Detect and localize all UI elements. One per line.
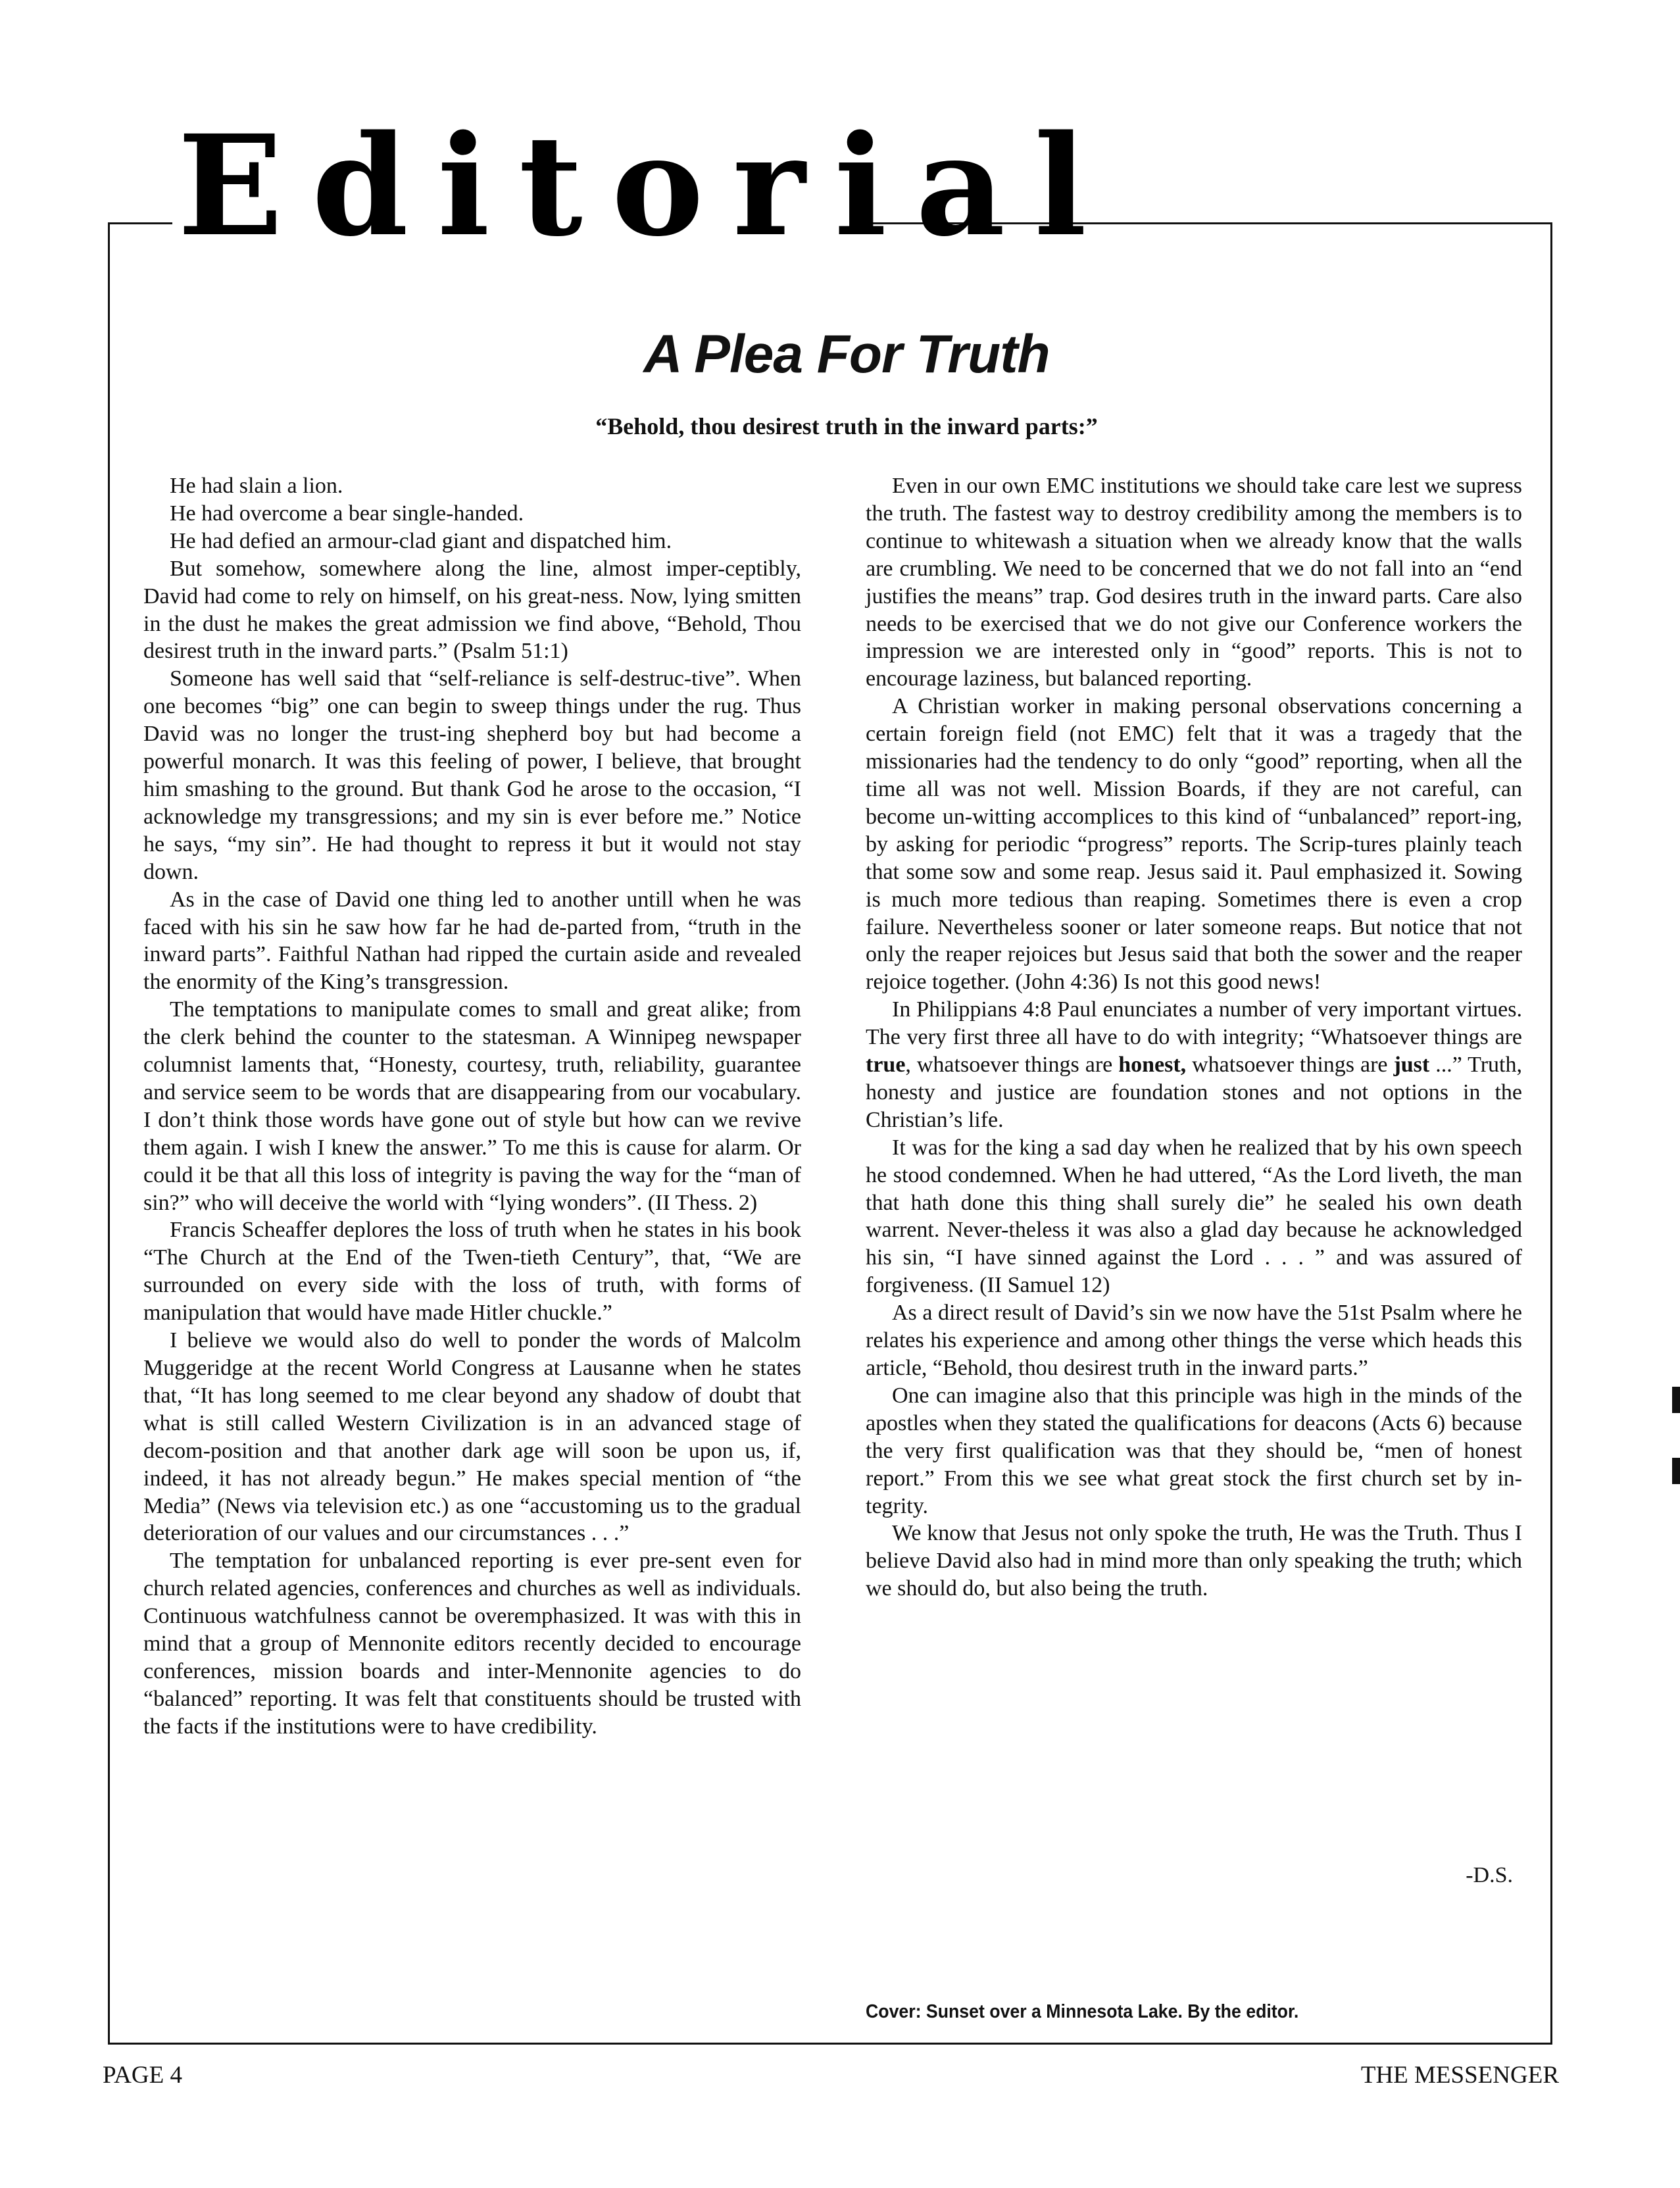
- article-title: A Plea For Truth: [643, 324, 1050, 384]
- paragraph: He had slain a lion.: [170, 474, 343, 498]
- paragraph: Francis Scheaffer deplores the loss of truth when he states in his book “The Church at the End of the Twen-tieth Century”, that, “We are surrounded on every side with the loss of truth, with forms of manipulation that would have made Hitler chuckle.”: [143, 1218, 801, 1326]
- section-title: Editorial: [178, 105, 1116, 267]
- page-number: PAGE 4: [103, 2062, 182, 2089]
- text-run: In Philippians 4:8 Paul enunciates a number of very important virtues. The very first three all have to do with integrity; “Whatsoever things are: [866, 997, 1522, 1050]
- text-run: , whatsoever things are: [905, 1053, 1119, 1078]
- publication-name: THE MESSENGER: [1360, 2062, 1559, 2089]
- paragraph: The temptation for unbalanced reporting is ever pre-sent even for church related agencies, conferences and churches as well as individuals. Continuous watchfulness cannot be overemphasized. It was with this in mind that a group of Mennonite editors recently decided to encourage conferences, mission boards and inter-Mennonite agencies to do “balanced” reporting. It was felt that constituents should be trusted with the facts if the institutions were to have credibility.: [143, 1549, 801, 1739]
- paragraph: Someone has well said that “self-reliance is self-destruc-tive”. When one becomes “big” one can begin to sweep things under the rug. Thus David was no longer the trust-ing shepherd boy but had become a powerful monarch. It was this feeling of power, I believe, that brought him smashing to the ground. But thank God he arose to the occasion, “I acknowledge my transgressions; and my sin is ever before me.” Notice he says, “my sin”. He had thought to repress it but it would not stay down.: [143, 666, 801, 884]
- paragraph: One can imagine also that this principle was high in the minds of the apostles when they stated the qualifications for deacons (Acts 6) because the very first qualification was that they should be, “men of honest report.” From this we see what great stock the first church set by in-tegrity.: [866, 1383, 1522, 1518]
- paragraph: It was for the king a sad day when he realized that by his own speech he stood condemned. When he had uttered, “As the Lord liveth, the man that hath done this thing shall surely die” he sealed his own death warrent. Never-theless it was also a glad day because he acknowledged his sin, “I have sinned against the Lord . . . ” and was assured of forgiveness. (II Samuel 12): [866, 1135, 1522, 1298]
- right-column: [866, 472, 1522, 1603]
- paragraph: As a direct result of David’s sin we now have the 51st Psalm where he relates his experience and among other things the verse which heads this article, “Behold, thou desirest truth in the inward parts.”: [866, 1301, 1522, 1380]
- scan-edge-mark: [1672, 1458, 1680, 1484]
- emphasis-true: true: [866, 1053, 906, 1078]
- paragraph: He had defied an armour-clad giant and dispatched him.: [170, 528, 672, 553]
- text-run: ...” Truth, honesty and justice are foundation stones and not options in the Christian’s life.: [866, 1053, 1522, 1132]
- paragraph: But somehow, somewhere along the line, almost imper-ceptibly, David had come to rely on himself, on his great-ness. Now, lying smitten in the dust he makes the great admission we find above, “Behold, Thou desirest truth in the inward parts.” (Psalm 51:1): [143, 556, 801, 664]
- cover-caption: Cover: Sunset over a Minnesota Lake. By the editor.: [866, 2001, 1299, 2022]
- paragraph: We know that Jesus not only spoke the truth, He was the Truth. Thus I believe David also had in mind more than only speaking the truth; which we should do, but also being the truth.: [866, 1521, 1522, 1601]
- author-signature: -D.S.: [1466, 1863, 1513, 1887]
- paragraph: [866, 996, 1522, 1134]
- text-run: whatsoever things are: [1186, 1053, 1394, 1078]
- scan-edge-mark: [1672, 1387, 1680, 1413]
- emphasis-just: just: [1393, 1053, 1430, 1078]
- paragraph: As in the case of David one thing led to another untill when he was faced with his sin he saw how far he had de-parted from, “truth in the inward parts”. Faithful Nathan had ripped the curtain aside and revealed the enormity of the King’s transgression.: [143, 887, 801, 995]
- paragraph: The temptations to manipulate comes to small and great alike; from the clerk behind the counter to the statesman. A Winnipeg newspaper columnist laments that, “Honesty, courtesy, truth, reliability, guarantee and service seem to be words that are disappearing from our vocabulary. I don’t think those words have gone out of style but how can we revive them again. I wish I knew the answer.” To me this is cause for alarm. Or could it be that all this loss of integrity is paving the way for the “man of sin?” who will deceive the world with “lying wonders”. (II Thess. 2): [143, 997, 801, 1215]
- paragraph: A Christian worker in making personal observations concerning a certain foreign field (not EMC) felt that it was a tragedy that the missionaries had the tendency to do only “good” reporting, when all the time all was not well. Mission Boards, if they are not careful, can become un-witting accomplices to this kind of “unbalanced” report-ing, by asking for periodic “progress” reports. The Scrip-tures plainly teach that some sow and some reap. Jesus said it. Paul emphasized it. Sowing is much more tedious than reaping. Sometimes there is even a crop failure. Nevertheless sooner or later someone reaps. But notice that not only the reaper rejoices but Jesus said that both the sower and the reaper rejoice together. (John 4:36) Is not this good news!: [866, 694, 1522, 995]
- frame-top-rule-left: [108, 222, 172, 224]
- article-subtitle: “Behold, thou desirest truth in the inward parts:”: [595, 413, 1098, 439]
- left-column: [143, 472, 801, 1741]
- paragraph: Even in our own EMC institutions we should take care lest we supress the truth. The fastest way to destroy credibility among the members is to continue to whitewash a situation when we already know that the walls are crumbling. We need to be concerned that we do not fall into an “end justifies the means” trap. God desires truth in the inward parts. Care also needs to be exercised that we do not give our Conference workers the impression we are interested only in “good” reports. This is not to encourage laziness, but balanced reporting.: [866, 474, 1522, 691]
- emphasis-honest: honest,: [1118, 1053, 1187, 1078]
- paragraph: I believe we would also do well to ponder the words of Malcolm Muggeridge at the recent World Congress at Lausanne when he states that, “It has long seemed to me clear beyond any shadow of doubt that what is still called Western Civilization is in an advanced stage of decom-position and that another dark age will soon be upon us, if, indeed, it has not already begun.” He makes special mention of “the Media” (News via television etc.) as one “accustoming us to the gradual deterioration of our values and our circumstances . . .”: [143, 1328, 801, 1546]
- paragraph: He had overcome a bear single-handed.: [170, 501, 524, 526]
